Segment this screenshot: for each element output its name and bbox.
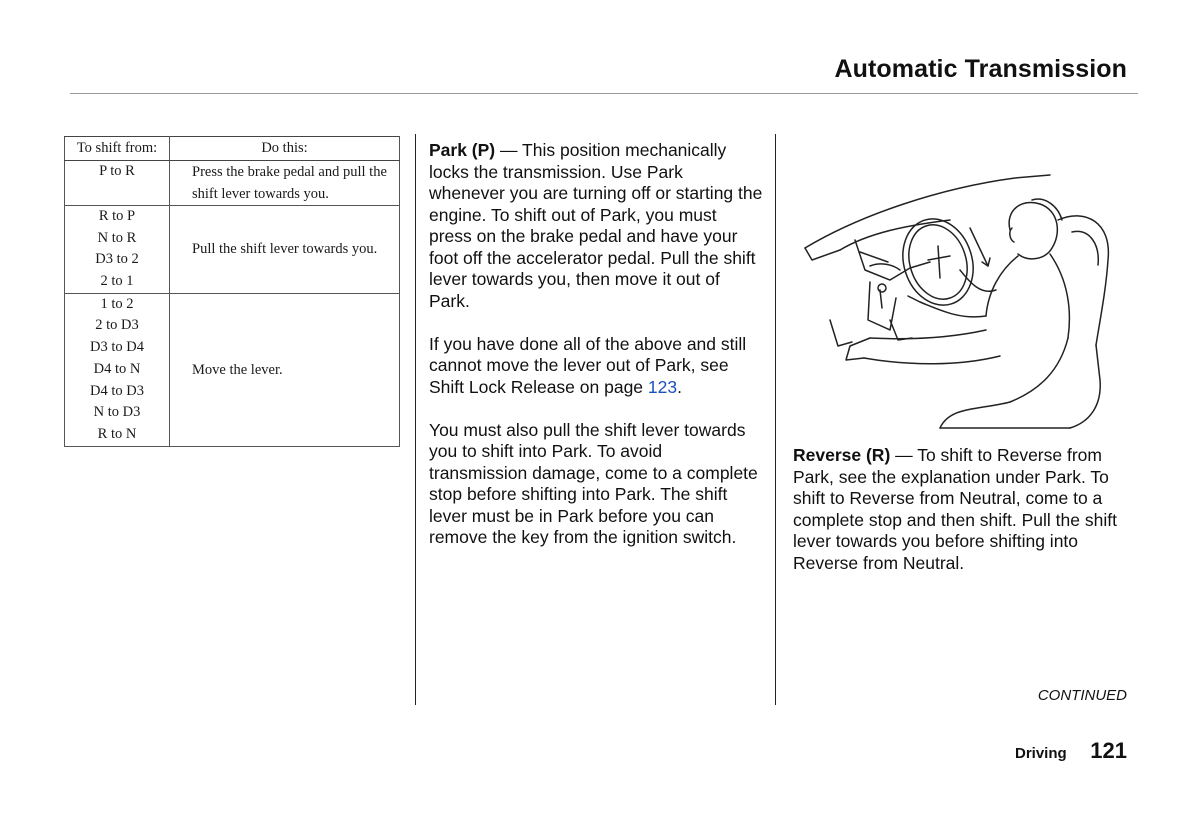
from-item: D3 to 2 — [95, 251, 139, 268]
table-row — [65, 206, 400, 294]
from-item: D4 to N — [93, 360, 141, 377]
from-item: 2 to 1 — [100, 273, 134, 290]
table-cell-do — [170, 161, 400, 206]
from-item: P to R — [99, 163, 135, 179]
table-row — [65, 161, 400, 206]
pull-lever-paragraph: You must also pull the shift lever towards you to shift into Park. To avoid transmission damage, come to a complete stop before shifting into Park. The shift lever must be in Park before you can remove the key from the ignition switch. — [429, 419, 758, 547]
driver-shifting-illustration — [800, 170, 1120, 432]
header-from: To shift from: — [65, 137, 170, 161]
page-number: 121 — [1090, 738, 1127, 763]
header-do: Do this: — [170, 137, 400, 161]
do-instruction: Move the lever. — [192, 361, 283, 378]
table-row — [65, 293, 400, 446]
from-item: R to P — [98, 208, 136, 224]
page-link[interactable]: 123 — [647, 376, 678, 397]
do-instruction: Press the brake pedal and pull the shift lever towards you. — [192, 164, 387, 202]
from-item: R to N — [97, 425, 137, 442]
table-cell-do — [170, 206, 400, 294]
page-title: Automatic Transmission — [834, 55, 1127, 83]
from-item: N to D3 — [93, 404, 141, 421]
park-heading: Park (P) — [429, 140, 496, 160]
from-item: N to R — [97, 229, 137, 246]
shift-lock-end: . — [677, 376, 682, 397]
continued-label: CONTINUED — [1037, 687, 1127, 704]
table-cell-from — [65, 206, 170, 294]
from-item: 2 to D3 — [95, 317, 139, 334]
from-item: D3 to D4 — [90, 339, 144, 356]
table-cell-from — [65, 161, 170, 206]
from-item: D4 to D3 — [90, 382, 144, 399]
from-item: 1 to 2 — [100, 295, 134, 312]
table-cell-do — [170, 293, 400, 446]
column-divider-right — [775, 134, 776, 705]
reverse-heading: Reverse (R) — [793, 445, 891, 465]
middle-column — [429, 140, 763, 570]
shift-lock-paragraph — [429, 334, 763, 399]
reverse-body: — To shift to Reverse from Park, see the explanation under Park. To shift to Reverse from Neutral, come to a complete stop and then shift. Pull the shift lever towards you before shifting into Reverse from Neutral. — [793, 445, 1117, 573]
reverse-paragraph — [793, 445, 1133, 574]
park-body: — This position mechanically locks the transmission. Use Park whenever you are turning off or starting the engine. To shift out of Park, you must press on the brake pedal and have your foot off the accelerator pedal. Pull the shift lever towards you, then move it out of Park. — [429, 140, 763, 311]
footer-section: Driving — [1015, 745, 1067, 762]
shift-lock-text: If you have done all of the above and still cannot move the lever out of Park, see Shift Lock Release on page — [429, 333, 747, 397]
column-divider-left — [415, 134, 416, 705]
shift-table — [64, 136, 400, 447]
title-rule — [70, 93, 1138, 94]
do-instruction: Pull the shift lever towards you. — [192, 241, 378, 258]
table-cell-from — [65, 293, 170, 446]
park-paragraph — [429, 140, 763, 312]
right-column — [793, 445, 1133, 596]
table-header-row — [65, 137, 400, 161]
